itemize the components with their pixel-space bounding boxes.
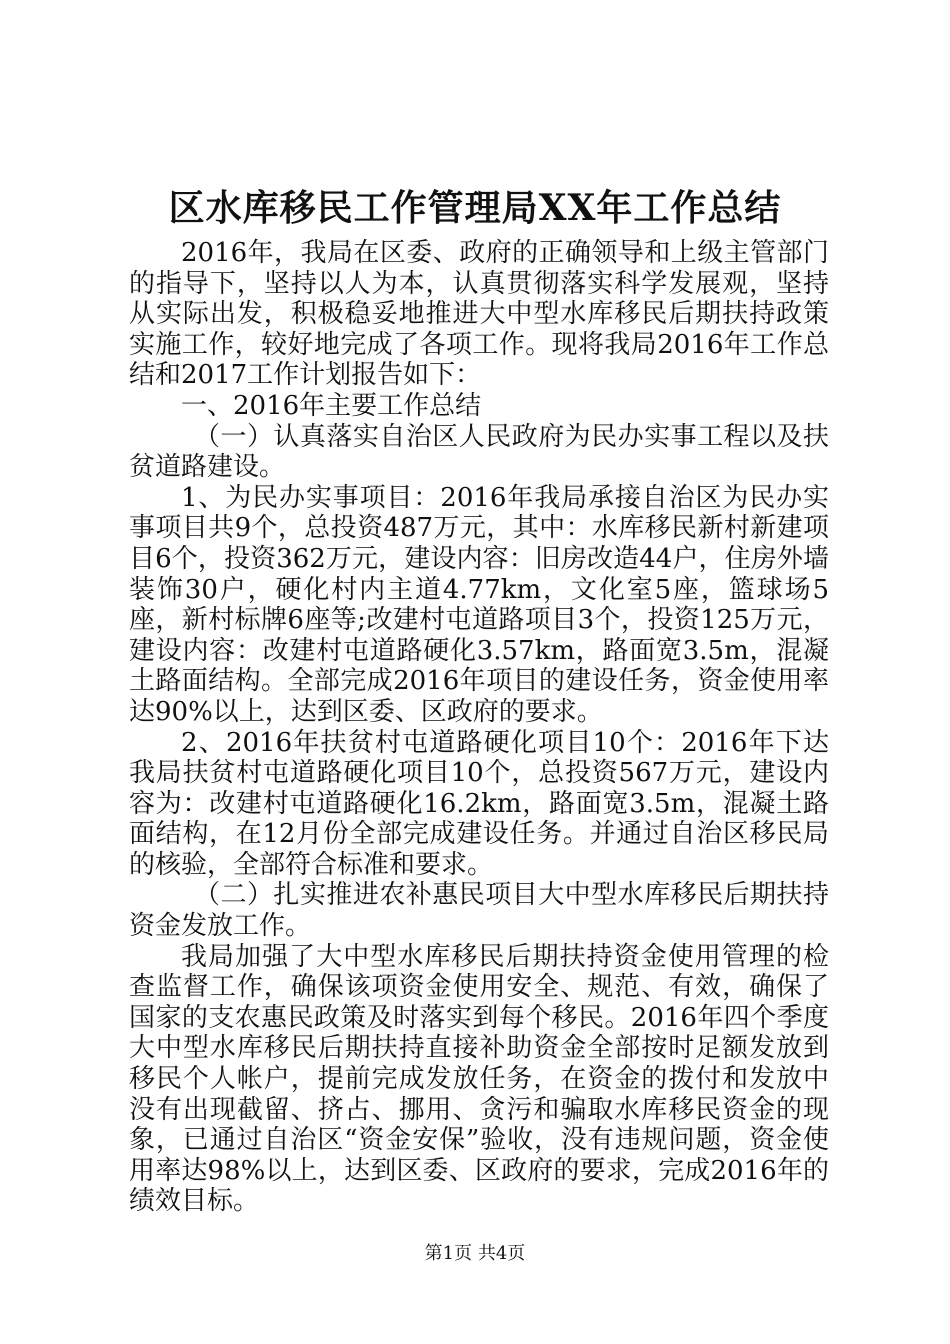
document-title: 区水库移民工作管理局XX年工作总结	[168, 187, 782, 229]
item-paragraph-1: 1、为民办实事项目：2016年我局承接自治区为民办实事项目共9个，总投资487万元，其中：水库移民新村新建项目6个，投资362万元，建设内容：旧房改造44户，住房外墙装饰30户，硬化村内主道4.77km，文化室5座，篮球场5座，新村标牌6座等;改建村屯道路项目3个，投资125万元，建设内容：改建村屯道路硬化3.57km，路面宽3.5m，混凝土路面结构。全部完成2016年项目的建设任务，资金使用率达90%以上，达到区委、区政府的要求。	[129, 482, 829, 727]
intro-paragraph: 2016年，我局在区委、政府的正确领导和上级主管部门的指导下，坚持以人为本，认真贯彻落实科学发展观，坚持从实际出发，积极稳妥地推进大中型水库移民后期扶持政策实施工作，较好地完成了各项工作。现将我局2016年工作总结和2017工作计划报告如下：	[129, 238, 829, 391]
page-number-footer: 第1页 共4页	[424, 1243, 526, 1264]
section-heading-1: 一、2016年主要工作总结	[181, 390, 482, 421]
subsection-heading-1: （一）认真落实自治区人民政府为民办实事工程以及扶贫道路建设。	[129, 421, 829, 483]
document-body	[129, 238, 829, 1217]
funds-paragraph: 我局加强了大中型水库移民后期扶持资金使用管理的检查监督工作，确保该项资金使用安全、规范、有效，确保了国家的支农惠民政策及时落实到每个移民。2016年四个季度大中型水库移民后期扶持直接补助资金全部按时足额发放到移民个人帐户，提前完成发放任务，在资金的拨付和发放中没有出现截留、挤占、挪用、贪污和骗取水库移民资金的现象，已通过自治区“资金安保”验收，没有违规问题，资金使用率达98%以上，达到区委、区政府的要求，完成2016年的绩效目标。	[129, 941, 829, 1217]
subsection-heading-2: （二）扎实推进农补惠民项目大中型水库移民后期扶持资金发放工作。	[129, 880, 829, 942]
item-paragraph-2: 2、2016年扶贫村屯道路硬化项目10个：2016年下达我局扶贫村屯道路硬化项目10个，总投资567万元，建设内容为：改建村屯道路硬化16.2km，路面宽3.5m，混凝土路面结构，在12月份全部完成建设任务。并通过自治区移民局的核验，全部符合标准和要求。	[129, 727, 829, 880]
